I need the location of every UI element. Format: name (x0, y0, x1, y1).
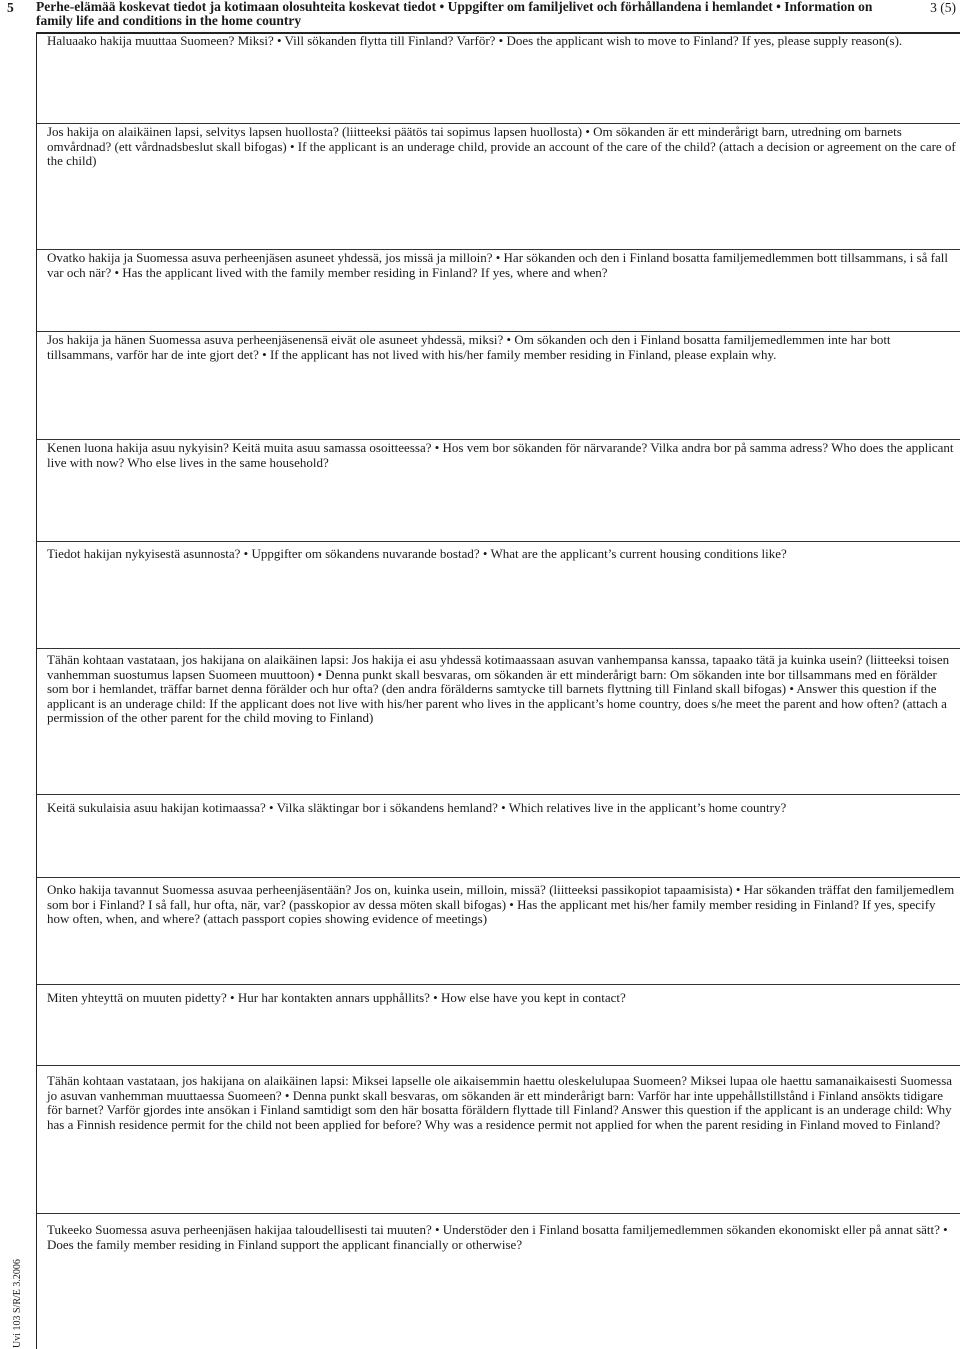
question-text: Ovatko hakija ja Suomessa asuva perheenjäsen asuneet yhdessä, jos missä ja milloin? • Har sökanden och den i Finland bosatta familjemedlemmen bott tillsammans, i så fall var och när? • Has the applicant lived with the family member residing in Finland? If yes, where and when? (47, 250, 948, 280)
question-met-family-member[interactable] (37, 878, 960, 985)
question-text: Miten yhteyttä on muuten pidetty? • Hur har kontakten annars upphållits? • How else have you kept in contact? (47, 990, 626, 1005)
question-text: Haluaako hakija muuttaa Suomeen? Miksi? • Vill sökanden flytta till Finland? Varför? • Does the applicant wish to move to Finland? If yes, please supply reason(s). (47, 33, 903, 48)
question-text: Tukeeko Suomessa asuva perheenjäsen hakijaa taloudellisesti tai muuten? • Understöder den i Finland bosatta familjemedlemmen sökanden ekonomiskt eller på annat sätt? • Does the family member residing in Finland support the applicant financially or otherwise? (47, 1222, 948, 1252)
question-text: Tähän kohtaan vastataan, jos hakijana on alaikäinen lapsi: Miksei lapselle ole aikaisemmin haettu oleskelulupaa Suomeen? Miksei lupaa ole haettu samanaikaisesti Suomessa jo asuvan vanhemman muuttaessa Suomeen? • Denna punkt skall besvaras, om sökanden är ett minderårigt barn: Varför har inte uppehållstillstånd i Finland ansökts tidigare för barnet? Varför gjordes inte ansökan i Finland samtidigt som den här bosatta föräldern flyttade till Finland? Answer this question if the applicant is an underage child: Why has a Finnish residence permit for the child not been applied for before? Why was a residence permit not applied for when the parent residing in Finland moved to Finland? (47, 1073, 953, 1132)
question-text: Jos hakija on alaikäinen lapsi, selvitys lapsen huollosta? (liitteeksi päätös tai sopimus lapsen huollosta) • Om sökanden är ett minderårigt barn, utredning om barnets omvårdnad? (ett vårdnadsbeslut skall bifogas) • If the applicant is an underage child, provide an account of the care of the child? (attach a decision or agreement on the care of the child) (47, 124, 956, 168)
page-number: 3 (5) (930, 0, 956, 15)
question-relatives-home-country[interactable] (37, 795, 960, 878)
question-child-parent-meetings[interactable] (37, 649, 960, 795)
question-lived-together[interactable] (37, 250, 960, 332)
question-other-contact[interactable] (37, 985, 960, 1066)
question-text: Onko hakija tavannut Suomessa asuvaa perheenjäsentään? Jos on, kuinka usein, milloin, missä? (liitteeksi passikopiot tapaamisista) • Har sökanden träffat den familjemedlem som bor i Finland? I så fall, hur ofta, när, var? (passkopior av dessa möten skall bifogas) • Has the applicant met his/her family member residing in Finland? If yes, specify how often, when, and where? (attach passport copies showing evidence of meetings) (47, 882, 955, 926)
question-text: Tiedot hakijan nykyisestä asunnosta? • Uppgifter om sökandens nuvarande bostad? • What are the applicant’s current housing conditions like? (47, 546, 787, 561)
question-text: Tähän kohtaan vastataan, jos hakijana on alaikäinen lapsi: Jos hakija ei asu yhdessä kotimaassaan asuvan vanhempansa kanssa, tapaako tätä ja kuinka usein? (liitteeksi toisen vanhemman suostumus lapsen Suomeen muuttoon) • Denna punkt skall besvaras, om sökanden är ett minderårigt barn: Om sökanden inte bor tillsammans med en förälder som bor i hemlandet, träffar barnet denna förälder och hur ofta? (den andra förälderns samtycke till barnets flyttning till Finland skall bifogas) • Answer this question if the applicant is an underage child: If the applicant does not live with his/her parent who lives in the applicant’s home country, does s/he meet the parent and how often? (attach a permission of the other parent for the child moving to Finland) (47, 652, 950, 725)
form-header (0, 0, 960, 34)
form-code: Uvi 103 S/R/E 3.2006 (12, 1259, 23, 1348)
section-number: 5 (7, 0, 14, 15)
question-not-lived-together[interactable] (37, 332, 960, 440)
section-title: Perhe-elämää koskevat tiedot ja kotimaan olosuhteita koskevat tiedot • Uppgifter om familjelivet och förhållandena i hemlandet • Information on family life and conditions in the home country (36, 0, 873, 28)
question-current-household[interactable] (37, 440, 960, 542)
question-child-care[interactable] (37, 124, 960, 250)
question-financial-support[interactable] (37, 1214, 960, 1349)
question-text: Jos hakija ja hänen Suomessa asuva perheenjäsenensä eivät ole asuneet yhdessä, miksi? • Om sökanden och den i Finland bosatta familjemedlemmen inte har bott tillsammans, varför har de inte gjort det? • If the applicant has not lived with his/her family member residing in Finland, please explain why. (47, 332, 891, 362)
question-permit-not-applied[interactable] (37, 1066, 960, 1214)
question-text: Kenen luona hakija asuu nykyisin? Keitä muita asuu samassa osoitteessa? • Hos vem bor sökanden för närvarande? Vilka andra bor på samma adress? Who does the applicant live with now? Who else lives in the same household? (47, 440, 954, 470)
question-housing-conditions[interactable] (37, 542, 960, 649)
question-text: Keitä sukulaisia asuu hakijan kotimaassa? • Vilka släktingar bor i sökandens hemland? • Which relatives live in the applicant’s home country? (47, 800, 787, 815)
question-move-reason[interactable] (37, 34, 960, 124)
